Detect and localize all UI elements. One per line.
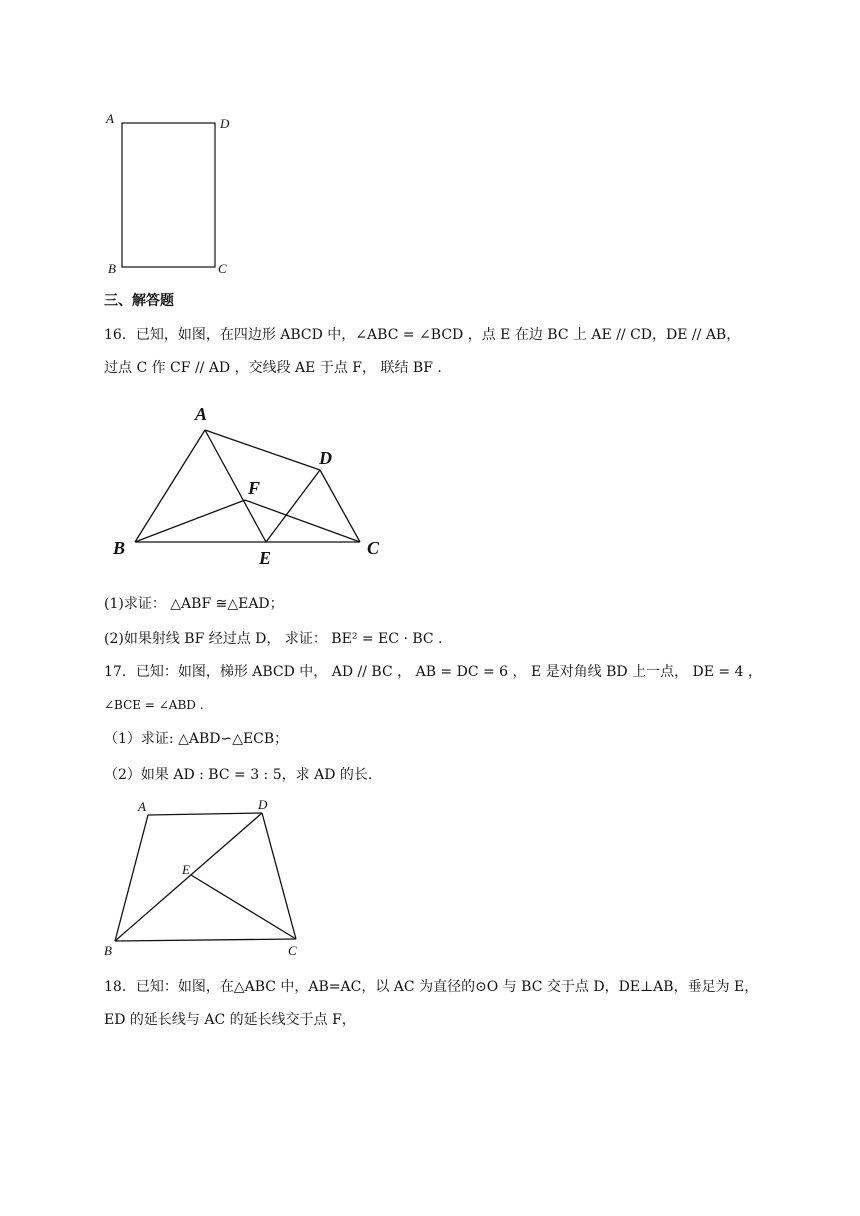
rectangle-figure — [100, 110, 240, 280]
segment-ab — [115, 815, 148, 941]
rectangle-abcd — [122, 123, 215, 267]
segment-ad — [205, 430, 320, 470]
q17-line2: ∠BCE = ∠ABD . — [104, 698, 204, 712]
label-b: B — [108, 261, 116, 276]
segment-ad — [148, 813, 262, 815]
segment-bd — [115, 813, 262, 941]
label-a: A — [138, 799, 146, 814]
q18-line2: ED 的延长线与 AC 的延长线交于点 F， — [104, 1012, 356, 1028]
q17-part1: （1）求证: △ABD∽△ECB； — [104, 731, 289, 747]
segment-de — [266, 470, 320, 542]
label-b: B — [113, 538, 126, 558]
segment-dc — [320, 470, 360, 542]
q17-part2: （2）如果 AD : BC = 3 : 5，求 AD 的长. — [104, 767, 373, 783]
label-c: C — [218, 261, 227, 276]
segment-dc — [262, 813, 296, 939]
q16-line1: 16．已知，如图，在四边形 ABCD 中，∠ABC = ∠BCD ，点 E 在边 BC 上 AE // CD，DE // AB， — [104, 327, 741, 343]
label-d: D — [319, 448, 332, 468]
label-a: A — [106, 111, 114, 126]
segment-bf — [135, 500, 245, 542]
label-e: E — [182, 862, 190, 877]
q16-part2: (2)如果射线 BF 经过点 D， 求证： BE² = EC · BC . — [104, 631, 443, 647]
label-c: C — [288, 943, 297, 958]
label-c: C — [367, 538, 380, 558]
segment-ab — [135, 430, 205, 542]
label-a: A — [195, 404, 208, 424]
q16-figure — [105, 400, 405, 575]
q17-figure — [100, 796, 310, 961]
label-d: D — [258, 797, 268, 812]
label-d: D — [220, 116, 230, 131]
label-e: E — [259, 548, 272, 568]
label-f: F — [248, 478, 261, 498]
q18-line1: 18．已知：如图，在△ABC 中，AB=AC，以 AC 为直径的⊙O 与 BC 交于点 D，DE⊥AB，垂足为 E， — [104, 979, 759, 995]
q16-line2: 过点 C 作 CF // AD ，交线段 AE 于点 F， 联结 BF . — [104, 360, 442, 376]
segment-bc — [115, 939, 296, 941]
segment-ec — [191, 875, 296, 939]
label-b: B — [104, 943, 112, 958]
q17-line1: 17．已知：如图，梯形 ABCD 中， AD // BC ， AB = DC = 6 ， E 是对角线 BD 上一点， DE = 4 ， — [104, 664, 762, 680]
q16-part1: (1)求证： △ABF ≅△EAD； — [104, 596, 284, 612]
section-heading: 三、解答题 — [104, 293, 174, 309]
